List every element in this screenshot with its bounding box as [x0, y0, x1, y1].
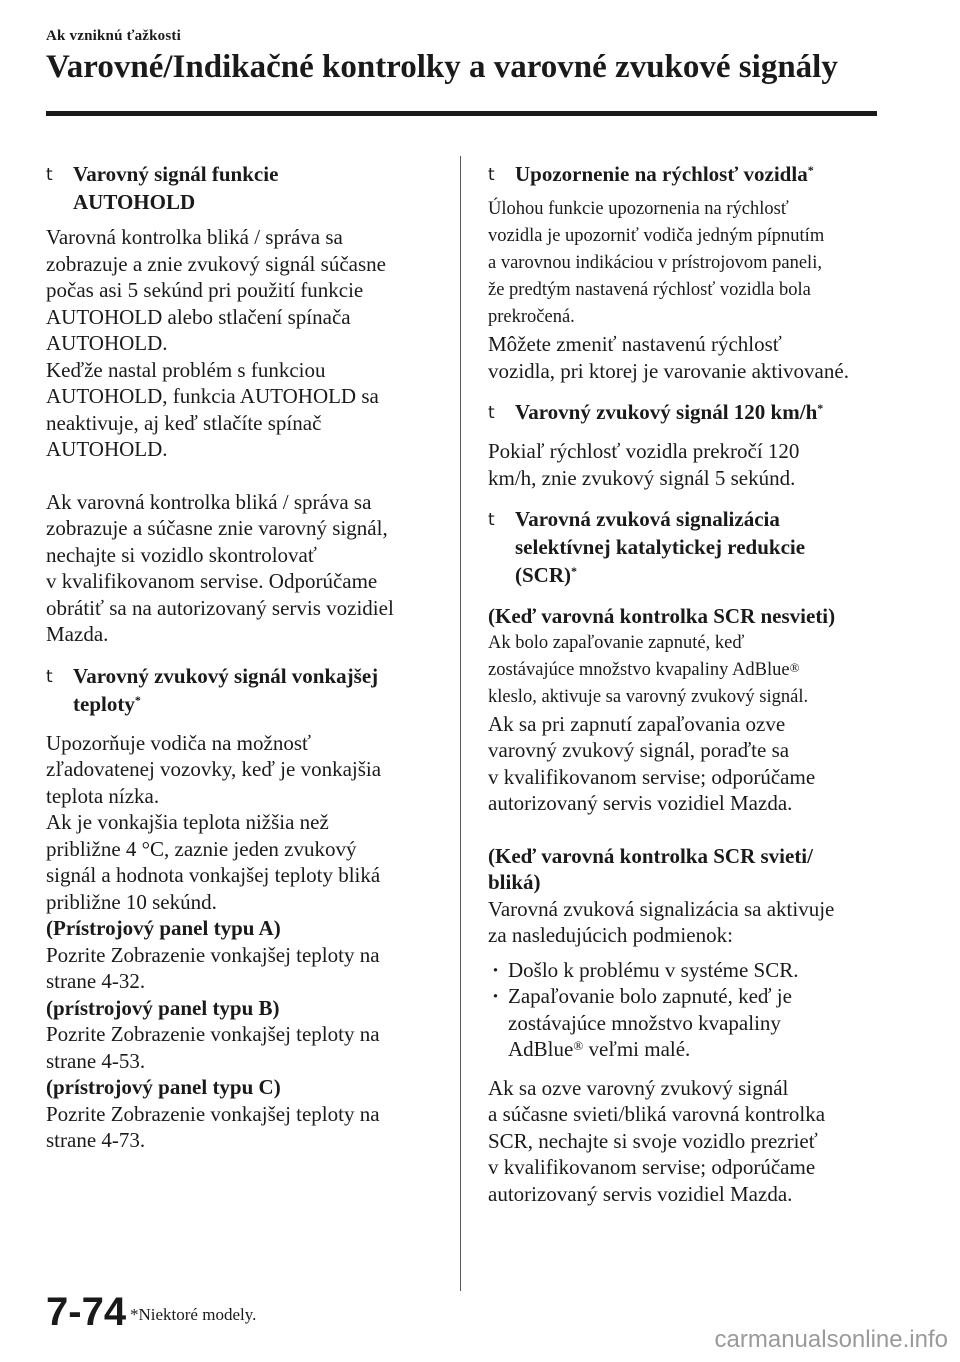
column-divider — [460, 156, 461, 1291]
autohold-paragraph-3: Ak varovná kontrolka bliká / správa sa zobrazuje a súčasne znie varovný signál, nechajte si vozidlo skontrolovať v kvalifikovanom servise. Odporúčame obrátiť sa na autorizovaný servis vozidiel Mazda. — [46, 489, 394, 646]
panel-type-a-text: Pozrite Zobrazenie vonkajšej teploty na strane 4-32. — [46, 942, 380, 993]
scr-heading: t Varovná zvuková signalizácia selektívnej katalytickej redukcie (SCR)* — [488, 507, 806, 587]
registered-mark: ® — [789, 659, 800, 675]
panel-type-c-text: Pozrite Zobrazenie vonkajšej teploty na strane 4-73. — [46, 1101, 380, 1152]
bullet-mark-icon: t — [488, 165, 495, 185]
asterisk-mark: * — [817, 401, 824, 415]
bullet-dot-icon: · — [492, 957, 500, 982]
speed120-heading: t Varovný zvukový signál 120 km/h* — [488, 398, 898, 426]
outside-temp-heading-line1: Varovný zvukový signál vonkajšej — [73, 663, 379, 688]
outside-temp-paragraph-2: Ak je vonkajšia teplota nižšia než približne 4 °C, zaznie jeden zvukový signál a hodnota vonkajšej teploty bliká približne 10 sekúnd. — [46, 810, 381, 914]
autohold-heading — [46, 160, 448, 216]
bullet-mark-icon: t — [488, 403, 495, 423]
autohold-paragraph-1: Varovná kontrolka bliká / správa sa zobrazuje a znie zvukový signál súčasne počas asi 5 sekúnd pri použití funkcie AUTOHOLD alebo stlačení spínača AUTOHOLD. — [46, 225, 386, 355]
watermark: carmanualsonline.info — [714, 1326, 948, 1353]
scr-paragraph-on: Varovná zvuková signalizácia sa aktivuje za nasledujúcich podmienok: — [488, 896, 835, 947]
bullet-mark-icon: t — [488, 510, 495, 530]
bullet-mark-icon: t — [46, 165, 53, 185]
autohold-heading-line2: AUTOHOLD — [73, 190, 196, 214]
asterisk-mark: * — [807, 163, 814, 177]
panel-type-a-label: (Prístrojový panel typu A) — [46, 916, 281, 940]
scr-small-text: Ak bolo zapaľovanie zapnuté, keď zostávajúce množstvo kvapaliny AdBlue® kleslo, aktivuje sa varovný zvukový signál. — [488, 632, 809, 707]
scr-subheading-on: (Keď varovná kontrolka SCR svieti/ bliká) — [488, 843, 813, 894]
outside-temp-heading — [46, 662, 448, 718]
right-column — [488, 160, 898, 1207]
footnote: *Niektoré modely. — [130, 1305, 257, 1324]
speed120-paragraph: Pokiaľ rýchlosť vozidla prekročí 120 km/h, znie zvukový signál 5 sekúnd. — [488, 439, 800, 490]
scr-bullet-1: · Došlo k problému v systéme SCR. — [492, 957, 799, 982]
panel-type-b-label: (prístrojový panel typu B) — [46, 995, 280, 1020]
header-rule — [46, 111, 877, 116]
section-title: Ak vzniknú ťažkosti — [46, 28, 181, 44]
scr-paragraph-off: Ak sa pri zapnutí zapaľovania ozve varovný zvukový signál, poraďte sa v kvalifikovanom servise; odporúčame autorizovaný servis vozidiel Mazda. — [488, 711, 816, 815]
speed-warning-small-text: Úlohou funkcie upozornenia na rýchlosť vozidla je upozorniť vodiča jedným pípnutím a varovnou indikáciou v prístrojovom paneli, že predtým nastavená rýchlosť vozidla bola prekročená. — [488, 199, 825, 327]
scr-bullet-2: · Zapaľovanie bolo zapnuté, keď je zostávajúce množstvo kvapaliny AdBlue® veľmi malé. — [492, 984, 792, 1061]
autohold-heading-line1: Varovný signál funkcie — [73, 162, 279, 186]
page-number: 7-74 — [46, 1290, 127, 1334]
registered-mark: ® — [573, 1038, 584, 1053]
asterisk-mark: * — [134, 692, 141, 707]
scr-subheading-off: (Keď varovná kontrolka SCR nesvieti) — [488, 604, 836, 628]
panel-type-c-label: (prístrojový panel typu C) — [46, 1075, 281, 1099]
page-header — [46, 28, 876, 87]
bullet-mark-icon: t — [46, 666, 53, 687]
speed-warning-paragraph: Môžete zmeniť nastavenú rýchlosť vozidla, pri ktorej je varovanie aktivované. — [488, 332, 849, 383]
autohold-paragraph-2: Keďže nastal problém s funkciou AUTOHOLD, funkcia AUTOHOLD sa neaktivuje, aj keď stlačíte spínač AUTOHOLD. — [46, 357, 379, 461]
panel-type-b-text: Pozrite Zobrazenie vonkajšej teploty na strane 4-53. — [46, 1022, 380, 1073]
scr-final-paragraph: Ak sa ozve varovný zvukový signál a súčasne svieti/bliká varovná kontrolka SCR, nechajte si svoje vozidlo prezrieť v kvalifikovanom servise; odporúčame autorizovaný servis vozidiel Mazda. — [488, 1075, 826, 1206]
outside-temp-heading-line2: teploty — [73, 691, 135, 716]
bullet-dot-icon: · — [492, 984, 500, 1008]
left-column — [46, 160, 448, 1154]
page-title: Varovné/Indikačné kontrolky a varovné zvukové signály — [46, 49, 838, 85]
speed-warning-heading: t Upozornenie na rýchlosť vozidla* — [488, 160, 898, 188]
outside-temp-paragraph-1: Upozorňuje vodiča na možnosť zľadovatenej vozovky, keď je vonkajšia teplota nízka. — [46, 730, 382, 808]
asterisk-mark: * — [571, 564, 577, 578]
